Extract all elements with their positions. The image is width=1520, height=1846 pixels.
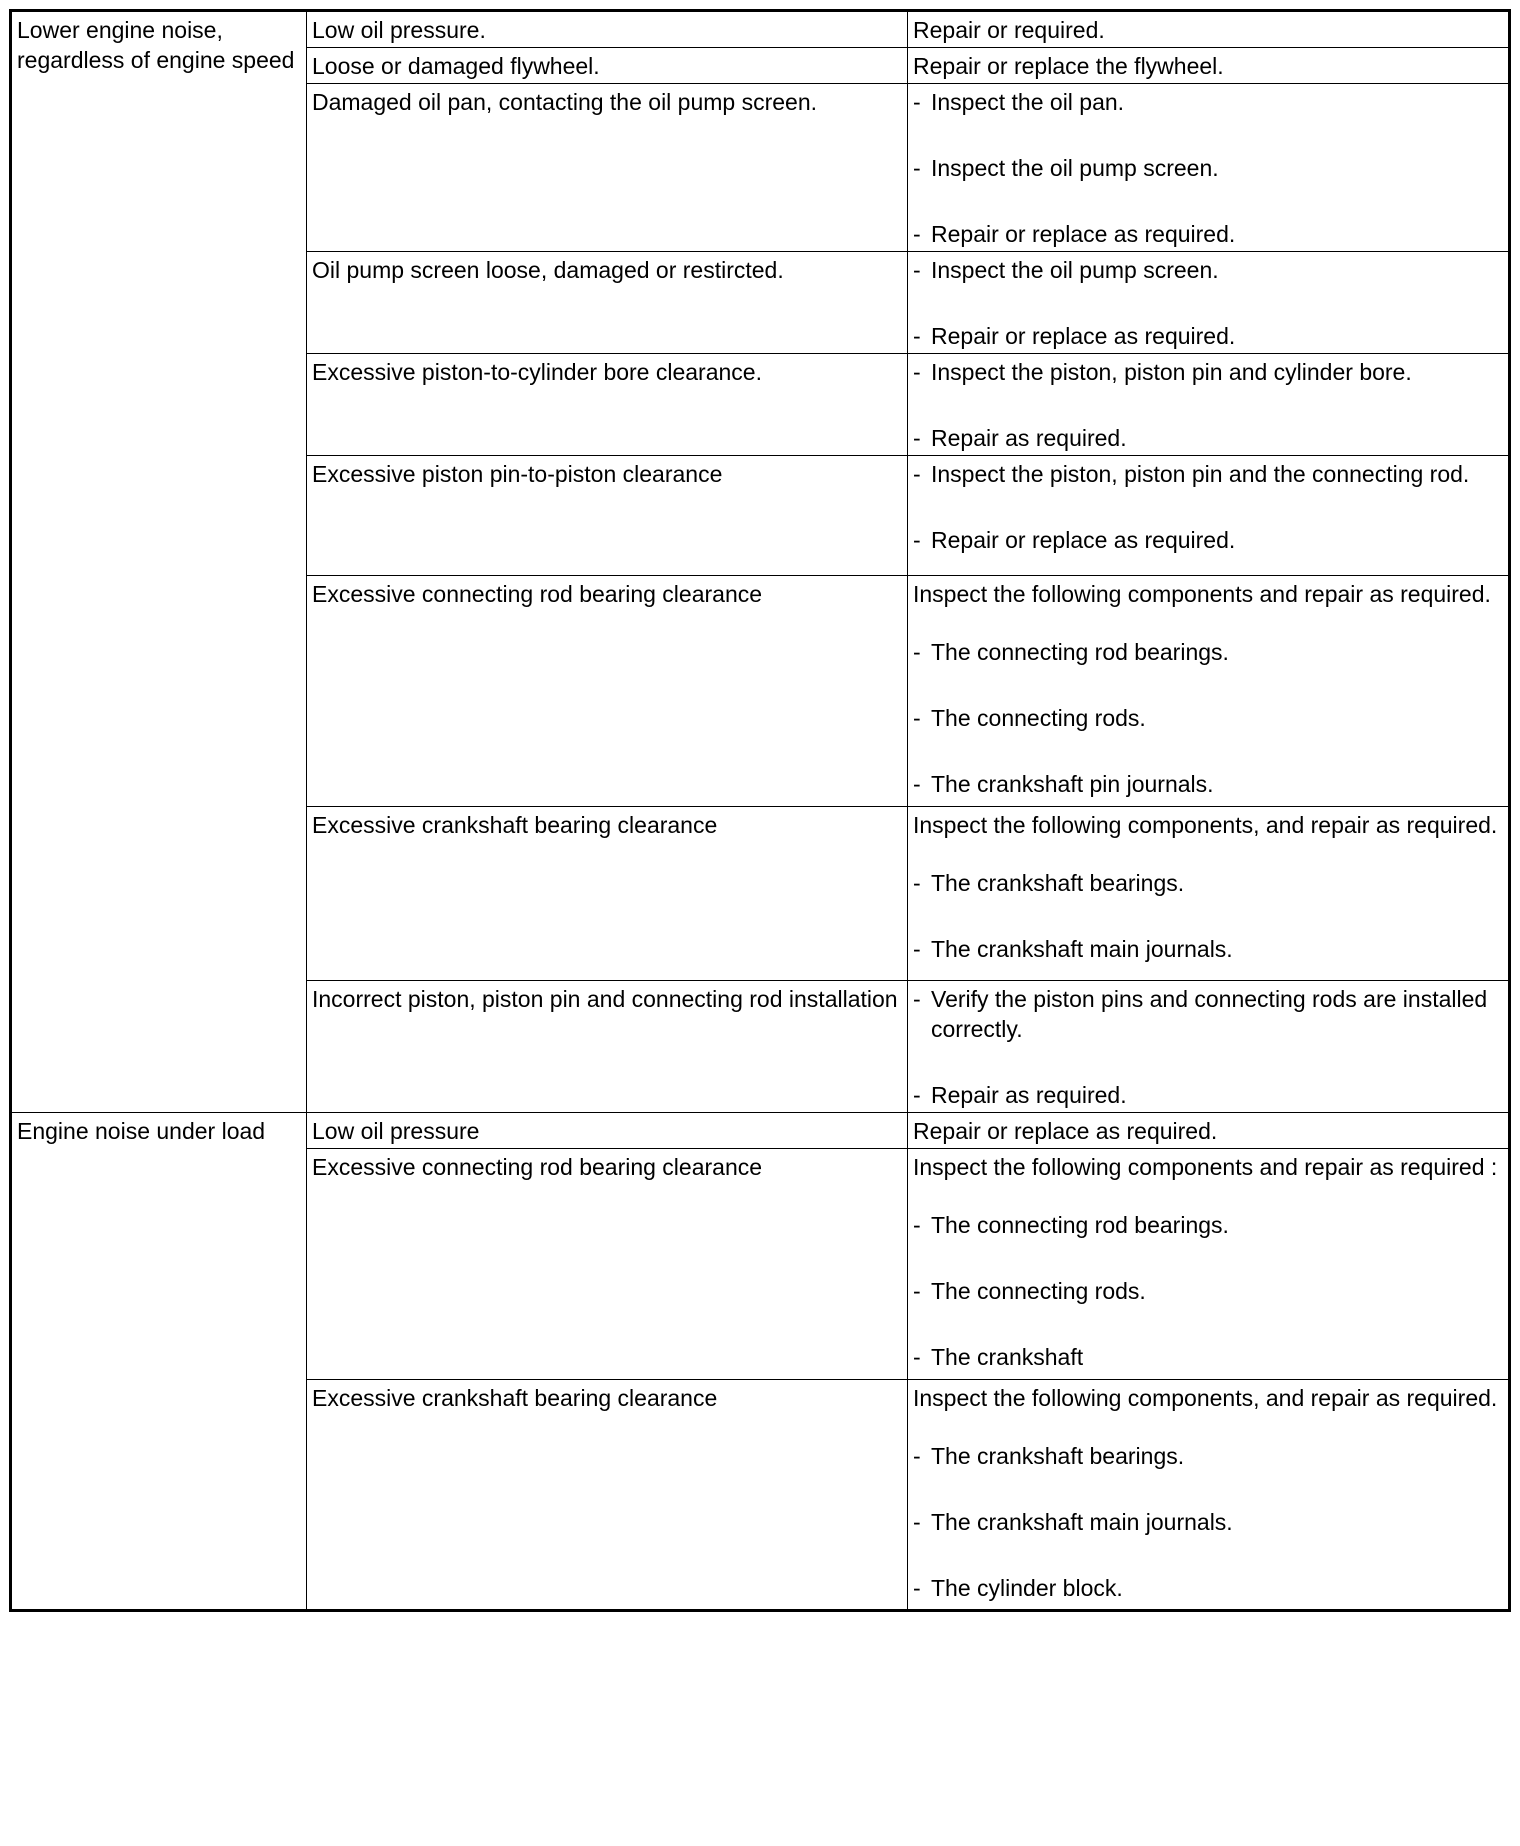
action-cell <box>908 807 1510 981</box>
dash-bullet: - <box>913 870 921 896</box>
dash-bullet: - <box>913 1082 921 1108</box>
dash-bullet: - <box>913 89 921 115</box>
action-text: The crankshaft bearings. <box>931 1443 1185 1469</box>
action-text: Repair as required. <box>931 425 1127 451</box>
action-cell <box>908 252 1510 354</box>
action-intro: Repair or required. <box>913 17 1105 43</box>
action-item <box>913 984 1502 1044</box>
dash-bullet: - <box>913 221 921 247</box>
dash-bullet: - <box>913 461 921 487</box>
action-text: Inspect the piston, piston pin and cylinder bore. <box>931 359 1412 385</box>
action-text: The cylinder block. <box>931 1575 1123 1601</box>
dash-bullet: - <box>913 1575 921 1601</box>
action-item <box>913 219 1502 249</box>
action-cell <box>908 11 1510 48</box>
action-item <box>913 1276 1502 1306</box>
action-text: Inspect the oil pump screen. <box>931 155 1219 181</box>
action-intro: Repair or replace as required. <box>913 1118 1218 1144</box>
action-cell <box>908 48 1510 84</box>
action-cell <box>908 1380 1510 1611</box>
action-text: Inspect the piston, piston pin and the connecting rod. <box>931 461 1470 487</box>
action-item <box>913 1507 1502 1537</box>
action-item <box>913 703 1502 733</box>
condition-cell: Engine noise under load <box>11 1113 307 1611</box>
action-text: Inspect the oil pan. <box>931 89 1125 115</box>
diagnosis-table <box>9 9 1511 1612</box>
cause-cell: Excessive connecting rod bearing clearance <box>307 576 908 807</box>
action-item <box>913 868 1502 898</box>
cause-cell: Damaged oil pan, contacting the oil pump screen. <box>307 84 908 252</box>
action-intro: Inspect the following components, and repair as required. <box>913 1385 1498 1411</box>
action-text: The connecting rod bearings. <box>931 1212 1229 1238</box>
action-text: Repair or replace as required. <box>931 527 1236 553</box>
dash-bullet: - <box>913 425 921 451</box>
dash-bullet: - <box>913 705 921 731</box>
action-item <box>913 87 1502 117</box>
action-text: Verify the piston pins and connecting rods are installed correctly. <box>931 986 1488 1042</box>
action-text: Repair or replace as required. <box>931 221 1236 247</box>
action-item <box>913 934 1502 964</box>
table-row <box>11 1113 1510 1149</box>
dash-bullet: - <box>913 771 921 797</box>
action-item <box>913 637 1502 667</box>
cause-cell: Excessive piston-to-cylinder bore clearance. <box>307 354 908 456</box>
action-item <box>913 1573 1502 1603</box>
action-cell <box>908 981 1510 1113</box>
dash-bullet: - <box>913 359 921 385</box>
cause-cell: Loose or damaged flywheel. <box>307 48 908 84</box>
action-text: The crankshaft bearings. <box>931 870 1185 896</box>
action-item <box>913 1342 1502 1372</box>
cause-cell: Excessive crankshaft bearing clearance <box>307 1380 908 1611</box>
action-item <box>913 357 1502 387</box>
action-intro: Inspect the following components and repair as required : <box>913 1154 1498 1180</box>
action-intro: Inspect the following components, and repair as required. <box>913 812 1498 838</box>
action-text: The connecting rods. <box>931 1278 1146 1304</box>
dash-bullet: - <box>913 936 921 962</box>
action-item <box>913 1210 1502 1240</box>
action-cell <box>908 576 1510 807</box>
action-item <box>913 459 1502 489</box>
action-item <box>913 525 1502 555</box>
action-text: The connecting rods. <box>931 705 1146 731</box>
action-cell <box>908 84 1510 252</box>
action-item <box>913 1080 1502 1110</box>
action-text: The crankshaft main journals. <box>931 936 1233 962</box>
action-text: Inspect the oil pump screen. <box>931 257 1219 283</box>
diagnosis-table-body <box>11 11 1510 1611</box>
dash-bullet: - <box>913 323 921 349</box>
action-cell <box>908 456 1510 576</box>
cause-cell: Oil pump screen loose, damaged or restircted. <box>307 252 908 354</box>
action-text: The crankshaft pin journals. <box>931 771 1214 797</box>
action-text: Repair as required. <box>931 1082 1127 1108</box>
action-item <box>913 255 1502 285</box>
dash-bullet: - <box>913 1509 921 1535</box>
action-text: Repair or replace as required. <box>931 323 1236 349</box>
action-cell <box>908 1149 1510 1380</box>
condition-cell: Lower engine noise, regardless of engine speed <box>11 11 307 1113</box>
action-item <box>913 321 1502 351</box>
cause-cell: Low oil pressure. <box>307 11 908 48</box>
action-cell <box>908 354 1510 456</box>
action-text: The connecting rod bearings. <box>931 639 1229 665</box>
action-item <box>913 153 1502 183</box>
action-item <box>913 423 1502 453</box>
action-intro: Inspect the following components and repair as required. <box>913 581 1491 607</box>
dash-bullet: - <box>913 986 921 1012</box>
action-cell <box>908 1113 1510 1149</box>
cause-cell: Incorrect piston, piston pin and connecting rod installation <box>307 981 908 1113</box>
dash-bullet: - <box>913 1443 921 1469</box>
dash-bullet: - <box>913 155 921 181</box>
action-intro: Repair or replace the flywheel. <box>913 53 1224 79</box>
cause-cell: Excessive crankshaft bearing clearance <box>307 807 908 981</box>
table-row <box>11 11 1510 48</box>
cause-cell: Excessive piston pin-to-piston clearance <box>307 456 908 576</box>
action-item <box>913 1441 1502 1471</box>
dash-bullet: - <box>913 257 921 283</box>
dash-bullet: - <box>913 1212 921 1238</box>
dash-bullet: - <box>913 639 921 665</box>
dash-bullet: - <box>913 1278 921 1304</box>
action-item <box>913 769 1502 799</box>
cause-cell: Low oil pressure <box>307 1113 908 1149</box>
dash-bullet: - <box>913 1344 921 1370</box>
action-text: The crankshaft main journals. <box>931 1509 1233 1535</box>
action-text: The crankshaft <box>931 1344 1084 1370</box>
cause-cell: Excessive connecting rod bearing clearance <box>307 1149 908 1380</box>
dash-bullet: - <box>913 527 921 553</box>
